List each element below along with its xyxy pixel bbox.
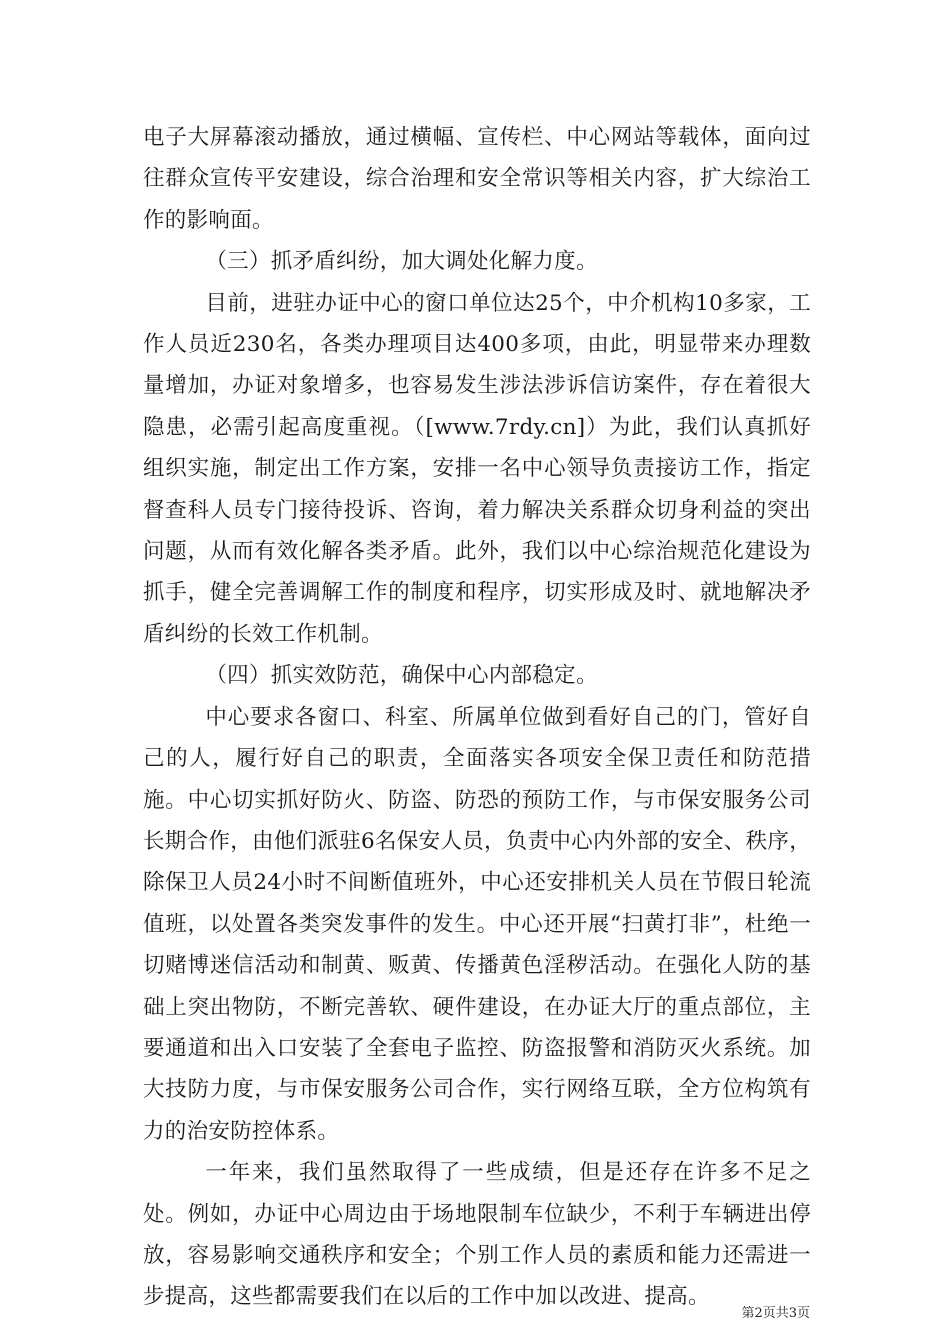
paragraph-shortcomings: 一年来，我们虽然取得了一些成绩，但是还存在许多不足之处。例如，办证中心周边由于场地限制车位缺少，不利于车辆进出停放，容易影响交通秩序和安全；个别工作人员的素质和能力还需进一步提高，这些都需要我们在以后的工作中加以改进、提高。 [143, 1160, 811, 1310]
paragraph-publicity-continuation: 电子大屏幕滚动播放，通过横幅、宣传栏、中心网站等载体，面向过往群众宣传平安建设，综合治理和安全常识等相关内容，扩大综治工作的影响面。 [143, 125, 811, 233]
page-number-footer: 第2页共3页 [741, 1306, 810, 1321]
paragraph-dispute-mediation: 目前，进驻办证中心的窗口单位达25个，中介机构10多家，工作人员近230名，各类办理项目达400多项，由此，明显带来办理数量增加，办证对象增多，也容易发生涉法涉诉信访案件，存在着很大隐患，必需引起高度重视。（[www.7rdy.cn]）为此，我们认真抓好组织实施，制定出工作方案，安排一名中心领导负责接访工作，指定督查科人员专门接待投诉、咨询，着力解决关系群众切身利益的突出问题，从而有效化解各类矛盾。此外，我们以中心综治规范化建设为抓手，健全完善调解工作的制度和程序，切实形成及时、就地解决矛盾纠纷的长效工作机制。 [143, 290, 811, 647]
section-heading-four: （四）抓实效防范，确保中心内部稳定。 [205, 663, 598, 689]
section-heading-three: （三）抓矛盾纠纷，加大调处化解力度。 [205, 249, 598, 275]
paragraph-security-prevention: 中心要求各窗口、科室、所属单位做到看好自己的门，管好自己的人，履行好自己的职责，全面落实各项安全保卫责任和防范措施。中心切实抓好防火、防盗、防恐的预防工作，与市保安服务公司长期合作，由他们派驻6名保安人员，负责中心内外部的安全、秩序，除保卫人员24小时不间断值班外，中心还安排机关人员在节假日轮流值班，以处置各类突发事件的发生。中心还开展“扫黄打非”，杜绝一切赌博迷信活动和制黄、贩黄、传播黄色淫秽活动。在强化人防的基础上突出物防，不断完善软、硬件建设，在办证大厅的重点部位，主要通道和出入口安装了全套电子监控、防盗报警和消防灭火系统。加大技防力度，与市保安服务公司合作，实行网络互联，全方位构筑有力的治安防控体系。 [143, 704, 811, 1144]
document-body [143, 117, 811, 1318]
